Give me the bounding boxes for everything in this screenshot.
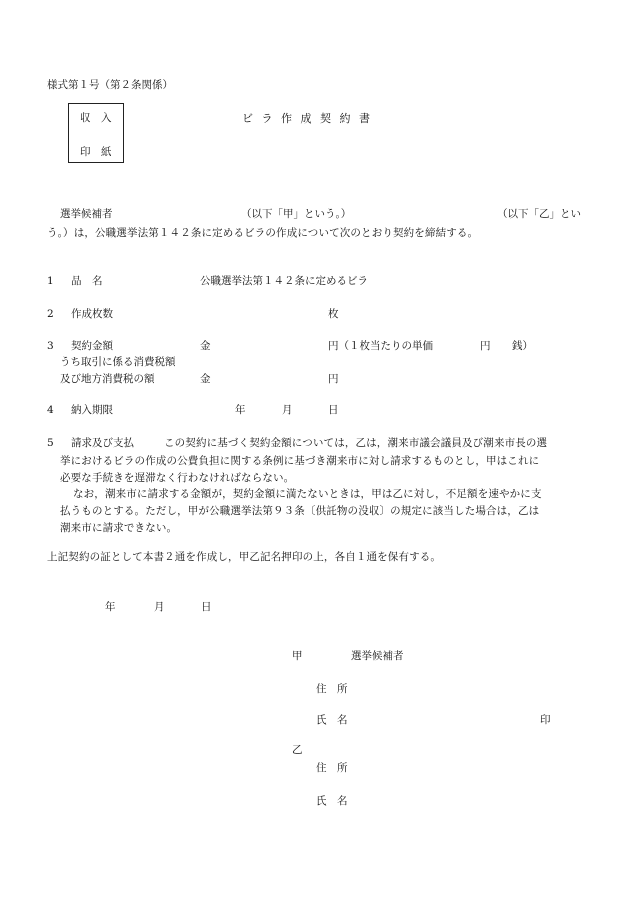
contract-date-day: 日 [201,601,212,613]
party-a-candidate: 選挙候補者 [351,650,404,662]
closing-statement: 上記契約の証として本書２通を作成し，甲乙記名押印の上，各自１通を保有する。 [47,551,442,563]
item1-label: 品 名 [71,275,103,287]
item4-month: 月 [282,404,293,416]
seal-mark: 印 [540,714,551,726]
item5-line: 払うものとする。ただし，甲が公職選挙法第９３条〔供託物の没収〕の規定に該当した場合は，乙は [60,505,540,517]
document-title: ビラ作成契約書 [242,112,379,125]
item4-number: 4 [47,404,54,416]
item3-sub-label1: うち取引に係る消費税額 [60,356,176,368]
item2-label: 作成枚数 [71,308,113,320]
item3-prefix: 金 [200,340,211,352]
item4-label: 納入期限 [71,404,113,416]
item3-label: 契約金額 [71,340,113,352]
item5-line: この契約に基づく契約金額については，乙は，潮来市議会議員及び潮来市長の選 [164,437,548,449]
party-a-address-label: 住 所 [316,683,348,695]
item1-number: 1 [47,275,54,287]
item5-line: 必要な手続きを遅滞なく行わなければならない。 [60,472,295,484]
item3-sub-label2: 及び地方消費税の額 [60,373,155,385]
parties-candidate-label: 選挙候補者 [60,208,113,220]
party-b-name-label: 氏 名 [316,795,348,807]
item5-label: 請求及び支払 [71,437,134,449]
item3-number: 3 [47,340,54,352]
form-label: 様式第１号（第２条関係） [47,79,173,91]
parties-line2: う。）は，公職選挙法第１４２条に定めるビラの作成について次のとおり契約を締結する。 [47,227,479,239]
item4-year: 年 [235,404,246,416]
stamp-box-line2: 印 紙 [80,146,112,158]
item3-sub-unit: 円 [328,373,339,385]
contract-date-year: 年 [105,601,116,613]
item3-sub-prefix: 金 [200,373,211,385]
party-a-label: 甲 [292,650,303,662]
party-a-name-label: 氏 名 [316,714,348,726]
parties-party-a-def: （以下「甲」という。） [241,208,352,220]
item1-value: 公職選挙法第１４２条に定めるビラ [200,275,368,287]
item3-sen: 銭） [512,340,533,352]
item5-number: 5 [47,437,54,449]
item5-line: なお，潮来市に請求する金額が，契約金額に満たないときは，甲は乙に対し，不足額を速やかに支 [73,488,542,500]
item5-line: 挙におけるビラの作成の公費負担に関する条例に基づき潮来市に対し請求するものとし，甲はこれに [60,455,540,467]
contract-date-month: 月 [154,601,165,613]
item5-line: 潮来市に請求できない。 [60,522,178,534]
item3-yen: 円 [480,340,491,352]
item3-unit-text: 円（１枚当たりの単価 [328,340,433,352]
item2-number: 2 [47,308,54,320]
stamp-box-line1: 収 入 [80,112,112,124]
item2-unit: 枚 [328,308,339,320]
revenue-stamp-box [68,103,124,163]
parties-party-b-def: （以下「乙」とい [497,208,581,220]
item4-day: 日 [328,404,339,416]
party-b-address-label: 住 所 [316,762,348,774]
party-b-label: 乙 [292,744,303,756]
